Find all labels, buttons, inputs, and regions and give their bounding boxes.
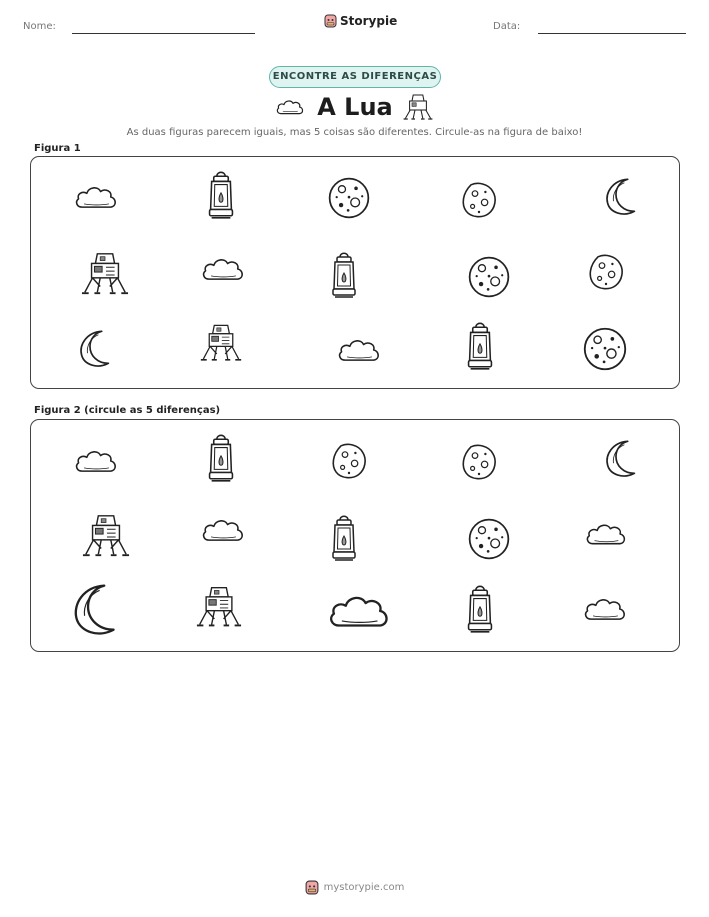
- cloud-icon[interactable]: [582, 593, 628, 625]
- asteroid-icon[interactable]: [327, 441, 371, 481]
- crescent-moon-icon: [74, 326, 116, 372]
- figure1-label: Figura 1: [34, 143, 81, 154]
- lunar-lander-icon[interactable]: [80, 512, 132, 560]
- figure2-label: Figura 2 (circule as 5 diferenças): [34, 405, 221, 416]
- date-label: Data:: [493, 21, 521, 32]
- cloud-icon: [73, 181, 119, 213]
- crescent-moon-icon: [600, 176, 642, 218]
- page-title: A Lua: [317, 93, 393, 121]
- storypie-mascot-icon: [305, 880, 319, 895]
- name-label: Nome:: [23, 21, 56, 32]
- asteroid-icon: [584, 252, 628, 292]
- lantern-icon: [329, 249, 359, 303]
- moon-full-icon: [467, 255, 511, 299]
- lunar-lander-icon: [403, 92, 433, 122]
- moon-full-icon: [582, 326, 628, 372]
- moon-full-icon: [327, 176, 371, 220]
- lunar-lander-icon: [200, 320, 242, 366]
- title-row: [260, 92, 450, 122]
- lantern-icon[interactable]: [329, 512, 359, 566]
- asteroid-icon: [458, 180, 500, 220]
- cloud-icon: [200, 253, 246, 285]
- cloud-icon[interactable]: [73, 445, 119, 477]
- lantern-icon[interactable]: [462, 584, 498, 636]
- brand-logo: [324, 14, 397, 28]
- lantern-icon: [462, 321, 498, 373]
- crescent-moon-icon[interactable]: [600, 437, 642, 481]
- lunar-lander-icon: [80, 250, 130, 298]
- lunar-lander-icon[interactable]: [196, 584, 242, 630]
- footer-url[interactable]: mystorypie.com: [323, 882, 405, 893]
- footer: [0, 880, 709, 895]
- activity-badge: ENCONTRE AS DIFERENÇAS: [269, 66, 441, 88]
- crescent-moon-icon[interactable]: [66, 578, 124, 642]
- moon-full-icon[interactable]: [467, 517, 511, 561]
- cloud-icon[interactable]: [584, 518, 628, 550]
- cloud-icon[interactable]: [200, 514, 246, 546]
- cloud-icon: [336, 334, 382, 366]
- cloud-icon[interactable]: [326, 589, 392, 633]
- brand-name: Storypie: [340, 14, 398, 28]
- name-line[interactable]: [72, 33, 255, 34]
- lantern-icon[interactable]: [200, 433, 242, 485]
- lantern-icon: [200, 170, 242, 222]
- date-line[interactable]: [538, 33, 686, 34]
- storypie-mascot-icon: [324, 14, 337, 28]
- asteroid-icon[interactable]: [458, 442, 500, 482]
- instructions-text: As duas figuras parecem iguais, mas 5 coisas são diferentes. Circule-as na figura de baixo!: [126, 127, 583, 138]
